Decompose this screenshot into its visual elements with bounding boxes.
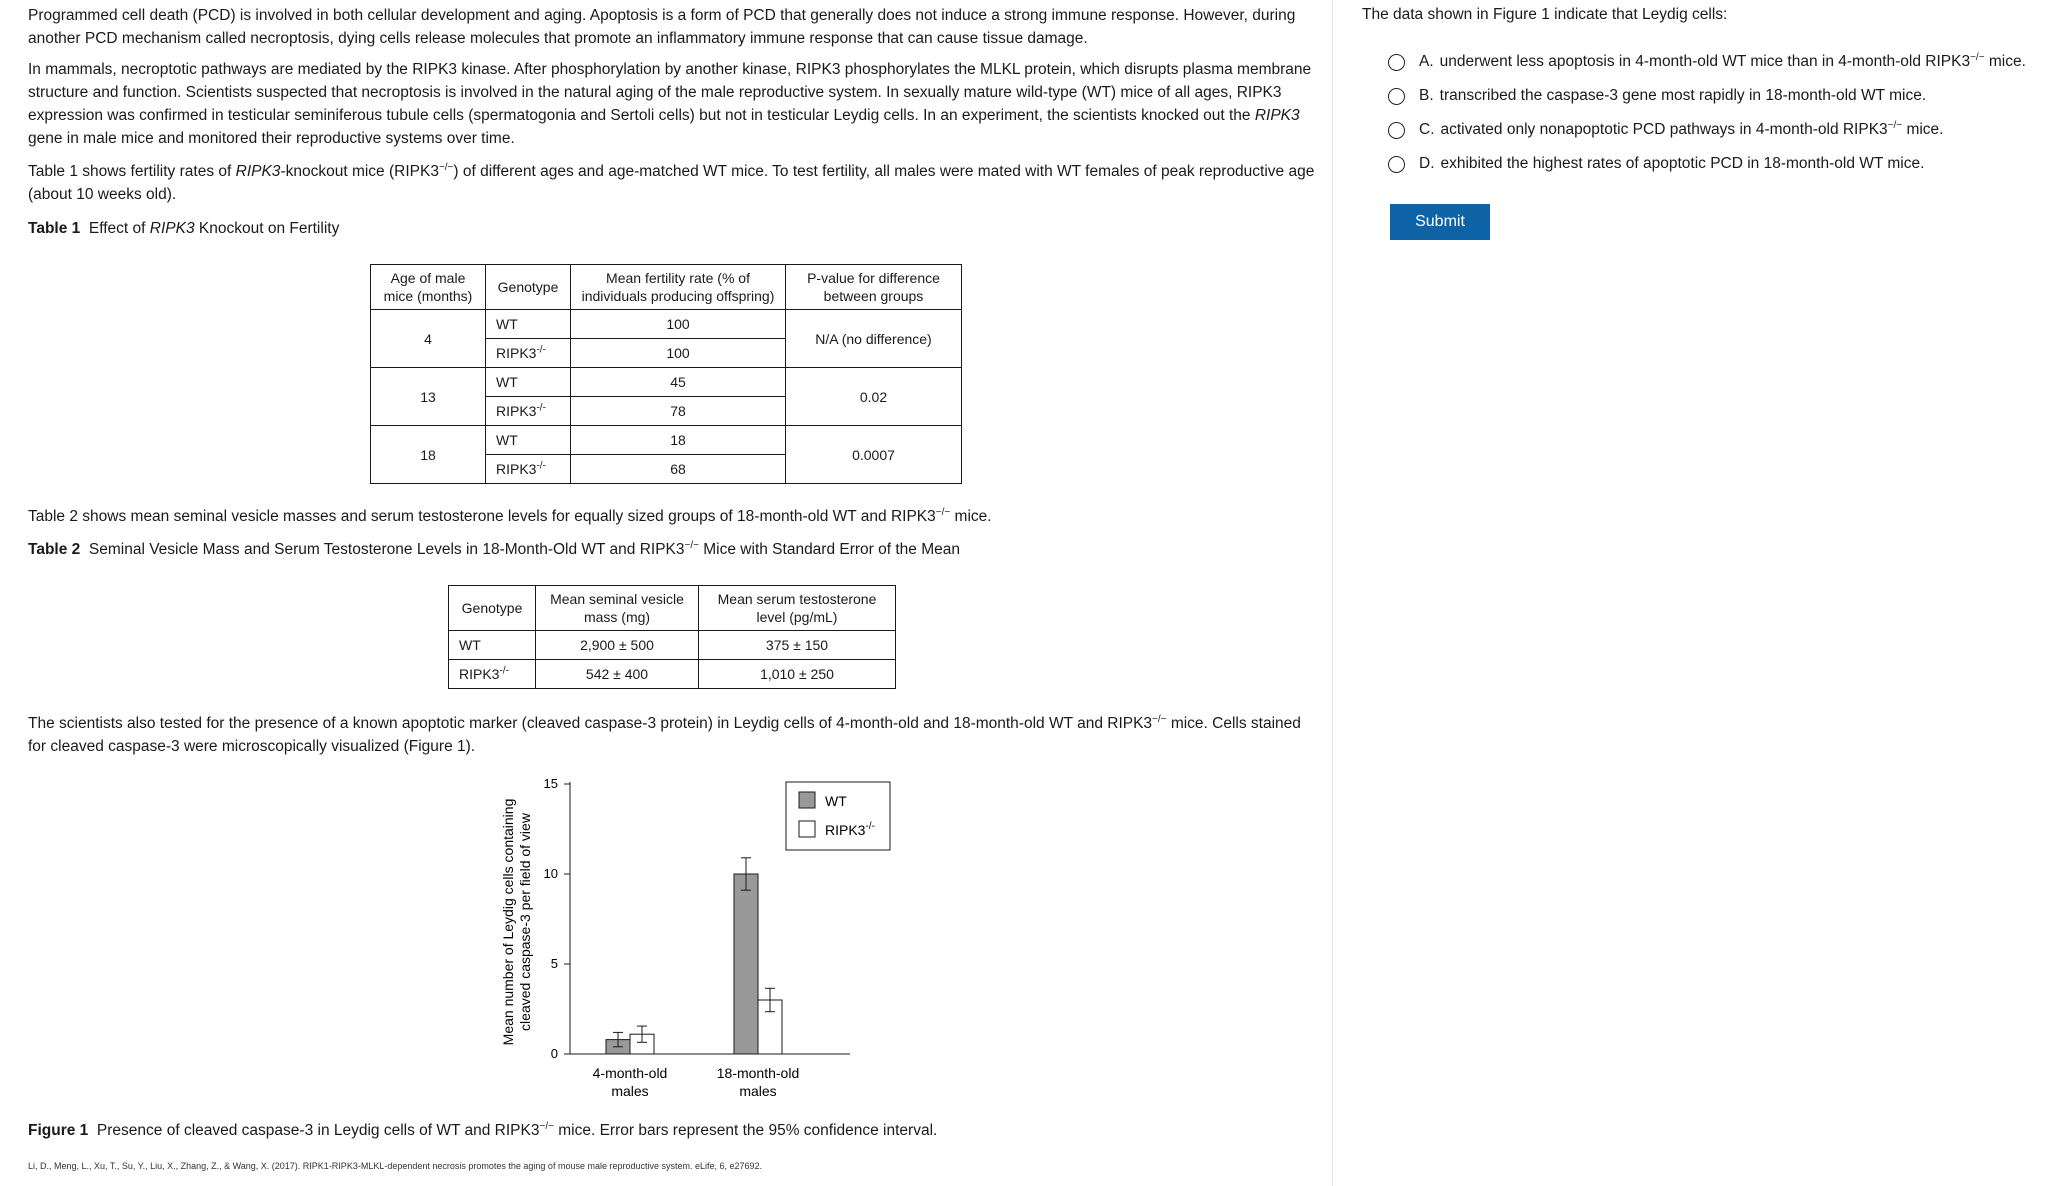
mass-cell: 2,900 ± 500 (536, 631, 699, 660)
genotype-cell (449, 660, 536, 689)
answer-option-d[interactable] (1388, 155, 1924, 173)
text-span: RIPK3 (496, 403, 537, 419)
legend-label-wt: WT (825, 793, 847, 809)
text-span: mice. Error bars represent the 95% confidence interval. (553, 1122, 938, 1139)
bar-group (606, 874, 782, 1054)
genotype-cell (486, 397, 571, 426)
legend-superscript: -/- (865, 821, 875, 832)
y-tick-label: 10 (543, 866, 558, 881)
fertility-cell: 68 (571, 455, 786, 484)
gene-name: RIPK3 (1254, 107, 1300, 124)
legend-swatch-wt (799, 792, 815, 808)
text-span: RIPK3 (496, 345, 537, 361)
pvalue-cell: 0.0007 (786, 426, 962, 484)
x-tick-label: males (611, 1083, 649, 1099)
passage-pane (28, 0, 1318, 1186)
age-cell: 18 (371, 426, 486, 484)
y-tick-label: 0 (550, 1046, 558, 1061)
mass-cell: 542 ± 400 (536, 660, 699, 689)
radio-button-c[interactable] (1388, 122, 1405, 139)
table2-caption (28, 538, 960, 561)
option-text (1441, 121, 1944, 139)
superscript: −/− (684, 539, 699, 551)
figure-intro-paragraph (28, 712, 1318, 758)
superscript: −/− (935, 506, 951, 518)
text-span: RIPK3 (496, 461, 537, 477)
x-axis-labels (593, 1065, 800, 1099)
option-text (1440, 53, 2026, 71)
question-pane (1362, 0, 2052, 1186)
superscript: −/− (438, 161, 454, 173)
y-axis-label-line-1: Mean number of Leydig cells containing (500, 798, 516, 1046)
age-cell: 4 (371, 310, 486, 368)
pvalue-cell: N/A (no difference) (786, 310, 962, 368)
table-row (371, 310, 962, 339)
option-letter: A. (1419, 53, 1434, 70)
y-axis-ticks (544, 776, 570, 1061)
table1-intro-paragraph (28, 160, 1318, 206)
superscript: −/− (1152, 713, 1167, 725)
fertility-cell: 100 (571, 310, 786, 339)
gene-name: RIPK3 (149, 220, 195, 237)
gene-name: RIPK3 (235, 163, 281, 180)
text-span: gene in male mice and monitored their reproductive systems over time. (28, 130, 515, 147)
question-stem: The data shown in Figure 1 indicate that Leydig cells: (1362, 6, 1728, 23)
pvalue-cell: 0.02 (786, 368, 962, 426)
genotype-cell: WT (486, 310, 571, 339)
caspase-bar-chart (488, 772, 908, 1112)
y-axis-label (500, 799, 533, 1046)
submit-button[interactable]: Submit (1390, 204, 1490, 240)
caption-label: Table 2 (28, 541, 81, 558)
legend-text: RIPK3 (825, 822, 866, 838)
table-row (371, 426, 962, 455)
text-span: mice. (950, 508, 992, 525)
superscript: -/- (536, 460, 546, 472)
text-span: mice. (1984, 53, 2026, 70)
testosterone-table (448, 585, 896, 689)
testosterone-cell: 1,010 ± 250 (699, 660, 896, 689)
table1-caption (28, 217, 339, 240)
pane-divider (1332, 0, 1333, 1186)
y-tick-label: 5 (550, 956, 558, 971)
genotype-cell: WT (486, 426, 571, 455)
option-text: transcribed the caspase-3 gene most rapidly in 18-month-old WT mice. (1439, 87, 1927, 104)
option-letter: D. (1419, 155, 1435, 172)
x-tick-label: 18-month-old (716, 1065, 800, 1081)
citation: Li, D., Meng, L., Xu, T., Su, Y., Liu, X., Zhang, Z., & Wang, X. (2017). RIPK1-RIPK3-MLKL-dependent necrosis promotes the aging of mouse male reproductive system. eLife, 6, e27692. (28, 1161, 763, 1171)
text-span: mice. (1902, 121, 1944, 138)
caption-label: Figure 1 (28, 1122, 89, 1139)
age-cell: 13 (371, 368, 486, 426)
text-span: Seminal Vesicle Mass and Serum Testosterone Levels in 18-Month-Old WT and RIPK3 (88, 541, 685, 558)
bar-wt-1 (734, 874, 758, 1054)
radio-button-a[interactable] (1388, 54, 1405, 71)
text-span: ) of different ages and age-matched WT mice. To test fertility, all males were mated with WT females of peak reproductive age (about 10 weeks old). (28, 163, 1315, 203)
col-header-age: Age of male mice (months) (371, 265, 486, 310)
text-span: mice. Cells stained for cleaved caspase-3 were microscopically visualized (Figure 1). (28, 715, 1301, 755)
testosterone-cell: 375 ± 150 (699, 631, 896, 660)
option-letter: C. (1419, 121, 1435, 138)
superscript: -/- (536, 344, 546, 356)
caption-label: Table 1 (28, 220, 81, 237)
superscript: -/- (499, 665, 509, 677)
legend-swatch-ripk3 (799, 821, 815, 837)
text-span: Effect of (88, 220, 150, 237)
y-tick-label: 15 (543, 776, 558, 791)
table-row (449, 660, 896, 689)
option-letter: B. (1419, 87, 1434, 104)
radio-button-b[interactable] (1388, 88, 1405, 105)
col-header-fertility: Mean fertility rate (% of individuals producing offspring) (571, 265, 786, 310)
genotype-cell (486, 339, 571, 368)
genotype-cell (486, 455, 571, 484)
table-row (371, 368, 962, 397)
option-text: exhibited the highest rates of apoptotic PCD in 18-month-old WT mice. (1440, 155, 1925, 172)
text-span: RIPK3 (459, 666, 500, 682)
answer-option-a[interactable] (1388, 53, 2026, 71)
text-span: Presence of cleaved caspase-3 in Leydig cells of WT and RIPK3 (96, 1122, 540, 1139)
superscript: −/− (1970, 51, 1985, 63)
y-axis-label-line-2: cleaved caspase-3 per field of view (517, 813, 533, 1031)
text-span: Table 1 shows fertility rates of (28, 163, 236, 180)
figure1-caption (28, 1119, 937, 1142)
superscript: −/− (539, 1120, 554, 1132)
answer-option-c[interactable] (1388, 121, 1943, 139)
chart-legend (786, 782, 890, 850)
fertility-cell: 100 (571, 339, 786, 368)
col-header-genotype: Genotype (486, 265, 571, 310)
fertility-cell: 78 (571, 397, 786, 426)
table-row (449, 631, 896, 660)
superscript: −/− (1887, 119, 1903, 131)
intro-paragraph: Programmed cell death (PCD) is involved in both cellular development and aging. Apoptosis is a form of PCD that generally does not induce a strong immune response. However, during another PCD mechanism called necroptosis, dying cells release molecules that promote an inflammatory immune response that can cause tissue damage. (28, 7, 1296, 47)
text-span: -knockout mice (RIPK3 (280, 163, 439, 180)
text-span: Mice with Standard Error of the Mean (698, 541, 961, 558)
fertility-cell: 45 (571, 368, 786, 397)
genotype-cell: WT (486, 368, 571, 397)
col-header-mass: Mean seminal vesicle mass (mg) (536, 586, 699, 631)
radio-button-d[interactable] (1388, 156, 1405, 173)
col-header-testosterone: Mean serum testosterone level (pg/mL) (699, 586, 896, 631)
fertility-cell: 18 (571, 426, 786, 455)
col-header-pvalue: P-value for difference between groups (786, 265, 962, 310)
x-tick-label: 4-month-old (592, 1065, 668, 1081)
text-span: Knockout on Fertility (194, 220, 340, 237)
text-span: The scientists also tested for the presence of a known apoptotic marker (cleaved caspase-3 protein) in Leydig cells of 4-month-old and 18-month-old WT and RIPK3 (28, 715, 1153, 732)
superscript: -/- (536, 402, 546, 414)
fertility-table (370, 264, 962, 484)
col-header-genotype: Genotype (449, 586, 536, 631)
table2-intro-paragraph (28, 505, 992, 528)
text-span: activated only nonapoptotic PCD pathways in 4-month-old RIPK3 (1440, 121, 1888, 138)
necroptosis-paragraph (28, 58, 1318, 150)
text-span: underwent less apoptosis in 4-month-old WT mice than in 4-month-old RIPK3 (1439, 53, 1971, 70)
text-span: In mammals, necroptotic pathways are mediated by the RIPK3 kinase. After phosphorylation by another kinase, RIPK3 phosphorylates the MLKL protein, which disrupts plasma membrane structure and function. Scientists suspected that necroptosis is involved in the natural aging of the male reproductive system. In sexually mature wild-type (WT) mice of all ages, RIPK3 expression was confirmed in testicular seminiferous tubule cells (spermatogonia and Sertoli cells) but not in testicular Leydig cells. In an experiment, the scientists knocked out the (28, 61, 1312, 124)
genotype-cell: WT (449, 631, 536, 660)
x-tick-label: males (739, 1083, 777, 1099)
answer-option-b[interactable] (1388, 87, 1926, 105)
text-span: Table 2 shows mean seminal vesicle masses and serum testosterone levels for equally sized groups of 18-month-old WT and RIPK3 (28, 508, 936, 525)
